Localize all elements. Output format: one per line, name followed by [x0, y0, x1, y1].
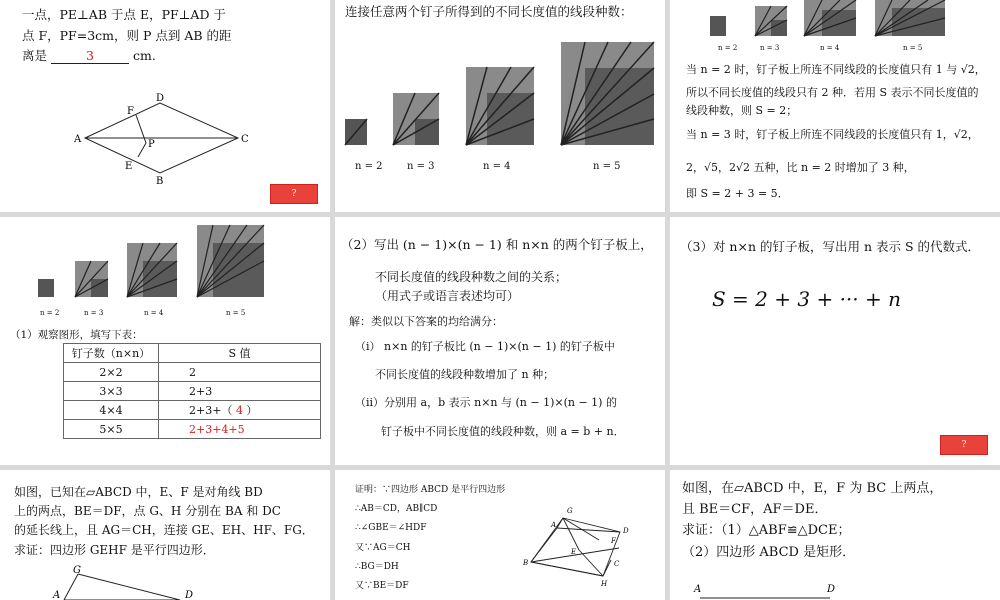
- table-intro: （1）观察图形，填写下表：: [10, 329, 143, 341]
- answer-value: 3: [86, 48, 94, 63]
- problem-line-3: 的延长线上，且 AG＝CH，连接 GE、EH、HF、FG．: [14, 523, 314, 537]
- cell-s-value: 2: [159, 363, 321, 382]
- problem-line-1: 如图，在▱ABCD 中，E，F 为 BC 上两点，: [682, 481, 943, 496]
- pegboard-n4: [466, 67, 534, 145]
- label-b: B: [156, 176, 164, 187]
- slide-pegboard-explanation: [670, 0, 1000, 212]
- table-row: [64, 382, 321, 401]
- parallelogram-diagram: [0, 470, 330, 600]
- proof-line-4: 又∵AG＝CH: [355, 543, 411, 553]
- problem-line-1: 一点，PE⊥AB 于点 E，PF⊥AD 于: [22, 7, 226, 22]
- explanation-line-3: 线段种数，则 S = 2；: [686, 104, 798, 117]
- label-p: P: [148, 139, 155, 150]
- label-e: E: [571, 548, 577, 556]
- question-text: （3）对 n×n 的钉子板，写出用 n 表示 S 的代数式．: [680, 239, 980, 254]
- problem-line-2: 且 BE＝CF，AF＝DE．: [682, 502, 828, 517]
- slide-rhombus-distance: [0, 0, 330, 212]
- explanation-line-1: 当 n = 2 时，钉子板上所连不同线段的长度值只有 1 与 √2，: [686, 63, 986, 76]
- solution-line-2: 不同长度值的线段种数增加了 n 种；: [375, 368, 555, 381]
- problem-line-3: 求证：（1）△ABF≌△DCE；: [682, 523, 851, 538]
- slide-parallelogram-proof: [335, 470, 665, 600]
- label-c: C: [241, 134, 249, 145]
- question-line-2: 不同长度值的线段种数之间的关系；: [375, 270, 568, 284]
- pegboard-n5: [561, 42, 654, 145]
- label-c: C: [614, 560, 620, 568]
- problem-line-2: 点 F，PF=3cm，则 P 点到 AB 的距: [22, 28, 232, 43]
- header-peg-count: 钉子数（n×n）: [64, 344, 159, 363]
- proof-line-5: ∴BG＝DH: [355, 562, 399, 572]
- answer-reveal-button[interactable]: ?: [270, 184, 318, 204]
- problem-line-4: 求证：四边形 GEHF 是平行四边形．: [14, 543, 215, 557]
- label-b: B: [523, 559, 529, 567]
- table-row: [64, 401, 321, 420]
- caption-n4: n = 4: [483, 161, 511, 172]
- caption-n4: n = 4: [820, 44, 840, 52]
- proof-line-6: 又∵BE＝DF: [355, 581, 409, 591]
- caption-n3: n = 3: [760, 44, 780, 52]
- proof-line-1: 证明：∵四边形 ABCD 是平行四边形: [355, 485, 506, 495]
- question-line-3: （用式子或语言表述均可）: [375, 289, 520, 303]
- slide-relation-question: [335, 217, 665, 465]
- slide-parallelogram-problem: [0, 470, 330, 600]
- label-a: A: [53, 590, 61, 600]
- cell-peg-count: 4×4: [64, 401, 159, 420]
- caption-n3: n = 3: [407, 161, 435, 172]
- proof-line-2: ∴AB＝CD，AB∥CD: [355, 504, 438, 514]
- slide-rectangle-problem: [670, 470, 1000, 600]
- label-f: F: [611, 537, 616, 545]
- label-g: G: [73, 565, 81, 576]
- cell-peg-count: 3×3: [64, 382, 159, 401]
- caption-n5: n = 5: [903, 44, 923, 52]
- slide-formula: [670, 217, 1000, 465]
- question-line-1: （2）写出 (n − 1)×(n − 1) 和 n×n 的两个钉子板上，: [341, 237, 653, 252]
- solution-line-3: （ii）分别用 a，b 表示 n×n 与 (n − 1)×(n − 1) 的: [355, 396, 617, 409]
- slide-pegboard-table: [0, 217, 330, 465]
- caption-n4: n = 4: [144, 309, 164, 317]
- explanation-line-6: 即 S = 2 + 3 = 5．: [686, 187, 789, 200]
- caption-n5: n = 5: [593, 161, 621, 172]
- slide-pegboard-intro: [335, 0, 665, 212]
- label-h: H: [601, 580, 608, 588]
- explanation-line-2: 所以不同长度值的线段只有 2 种．若用 S 表示不同长度值的: [686, 86, 979, 99]
- cell-peg-count: 5×5: [64, 420, 159, 439]
- answer-four: 4: [235, 404, 243, 417]
- label-d: D: [623, 527, 629, 535]
- label-g: G: [567, 507, 573, 515]
- cell-s-value: 2+3: [159, 382, 321, 401]
- problem-line-4: （2）四边形 ABCD 是矩形．: [682, 545, 856, 560]
- slide-title: 连接任意两个钉子所得到的不同长度值的线段种数：: [345, 4, 633, 19]
- solution-line-4: 钉子板中不同长度值的线段种数，则 a = b + n．: [381, 425, 625, 438]
- explanation-line-5: 2，√5，2√2 五种，比 n = 2 时增加了 3 种，: [686, 161, 915, 174]
- proof-line-3: ∴∠GBE＝∠HDF: [355, 523, 427, 533]
- pegboard-figures-row: [0, 217, 330, 307]
- caption-n5: n = 5: [226, 309, 246, 317]
- answer-reveal-button[interactable]: ?: [940, 435, 988, 455]
- caption-n3: n = 3: [84, 309, 104, 317]
- problem-line-3-text: 离是: [22, 48, 48, 63]
- formula: S = 2 + 3 + ··· + n: [712, 287, 901, 311]
- caption-n2: n = 2: [355, 161, 383, 172]
- label-d: D: [185, 590, 194, 600]
- answer-unit: cm.: [132, 48, 156, 63]
- cell-s-value-answer: 2+3+4+5: [159, 420, 321, 439]
- caption-n2: n = 2: [40, 309, 60, 317]
- label-d: D: [827, 584, 836, 595]
- table-header-row: [64, 344, 321, 363]
- rectangle-diagram: [670, 470, 1000, 600]
- label-a: A: [694, 584, 702, 595]
- table-row: [64, 420, 321, 439]
- table-row: [64, 363, 321, 382]
- caption-n2: n = 2: [718, 44, 738, 52]
- label-d: D: [156, 93, 165, 104]
- proof-diagram: [335, 470, 665, 600]
- solution-line-1: （i） n×n 的钉子板比 (n − 1)×(n − 1) 的钉子板中: [355, 340, 615, 353]
- cell-s-value: 2+3+（ 4 ）: [159, 401, 321, 420]
- label-e: E: [125, 161, 133, 172]
- s-value-table: [63, 343, 321, 439]
- explanation-line-4: 当 n = 3 时，钉子板上所连不同线段的长度值只有 1，√2，: [686, 128, 979, 141]
- cell-peg-count: 2×2: [64, 363, 159, 382]
- problem-line-2: 上的两点，BE＝DF，点 G、H 分别在 BA 和 DC: [14, 504, 281, 518]
- problem-line-1: 如图，已知在▱ABCD 中，E、F 是对角线 BD: [14, 485, 263, 499]
- pegboard-figures: [335, 0, 665, 212]
- rhombus-diagram: [0, 0, 330, 212]
- label-f: F: [127, 106, 134, 117]
- pegboard-n3: [393, 93, 439, 145]
- label-a: A: [551, 521, 557, 529]
- label-a: A: [74, 134, 82, 145]
- pegboard-n2: [345, 119, 367, 145]
- solution-intro: 解：类似以下答案的均给满分：: [349, 315, 503, 328]
- header-s-value: S 值: [159, 344, 321, 363]
